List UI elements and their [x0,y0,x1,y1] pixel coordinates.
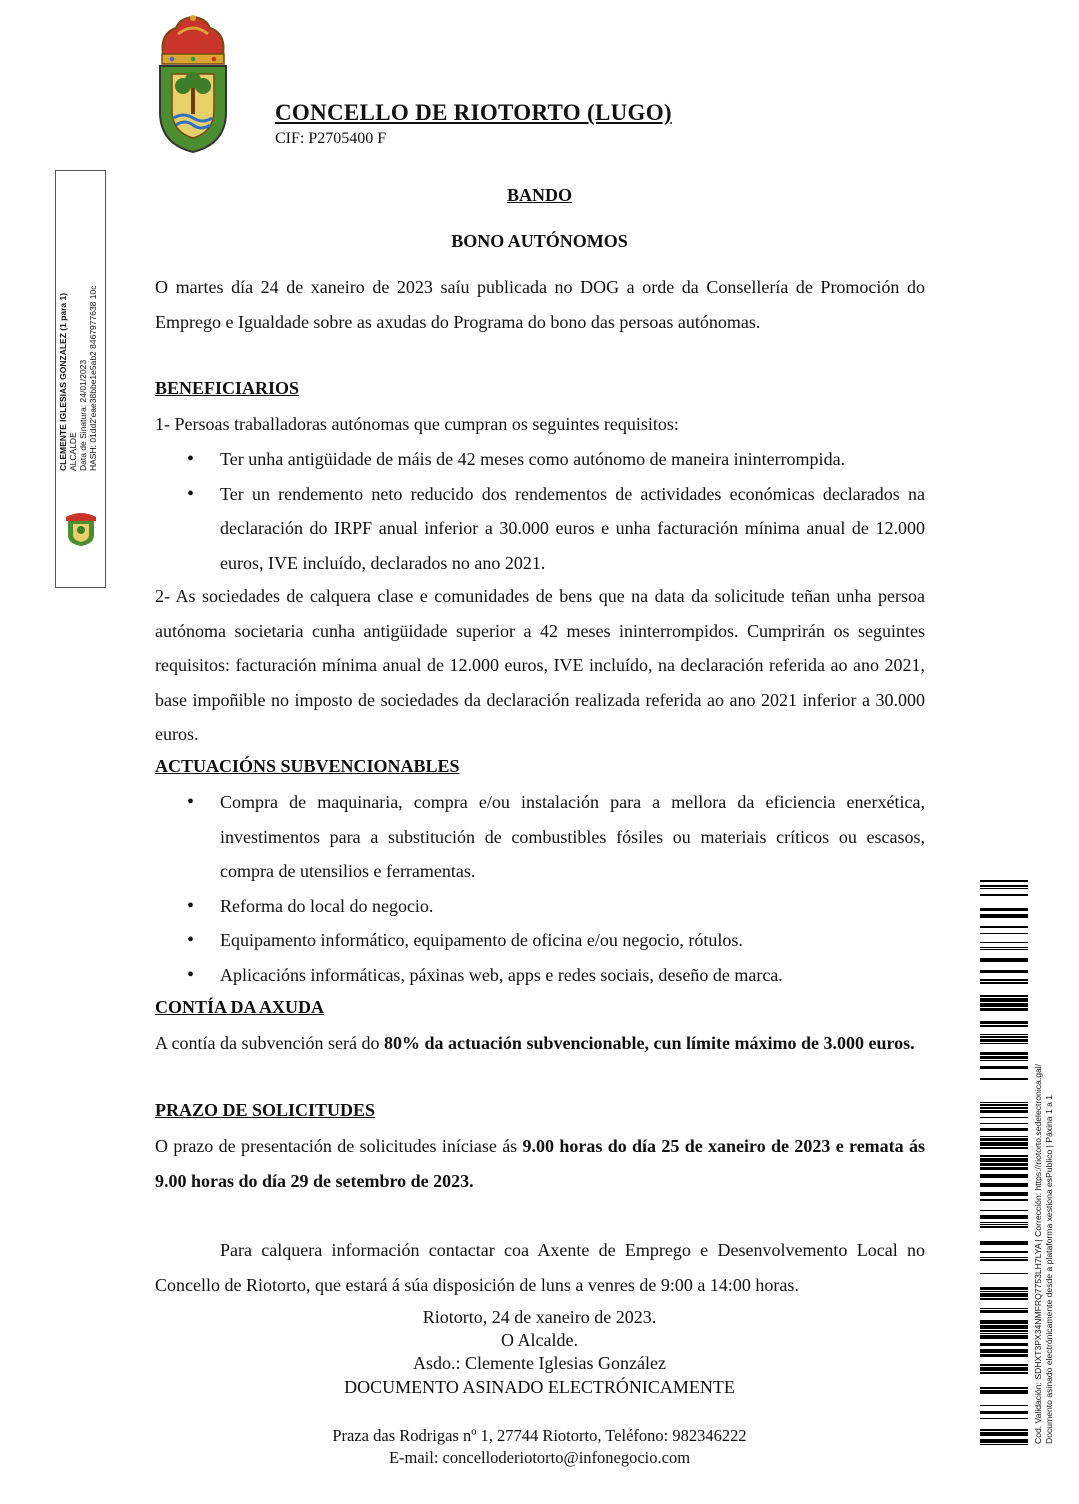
validation-barcode [980,880,1028,1445]
municipal-crest-logo [150,14,236,156]
contact-paragraph: Para calquera información contactar coa Axente de Emprego e Desenvolvemento Local no Concello de Riotorto, que estará á súa disposición de luns a venres de 9:00 a 14:00 horas. [155,1240,925,1295]
actuacions-bullet-list [155,785,925,992]
contia-text: A contía da subvención será do [155,1033,384,1053]
document-type-heading: BANDO [506,185,572,205]
document-subject-heading: BONO AUTÓNOMOS [451,231,628,251]
beneficiarios-item-2: 2- As sociedades de calquera clase e comunidades de bens que na data da solicitude teñan unha persoa autónoma societaria cunha antigüidade superior a 42 meses ininterrompidos. Cumprirán os seguintes requisitos: facturación mínima anual de 12.000 euros, IVE incluído, na declaración referida ao ano 2021, base impoñible no imposto de sociedades da declaración realizada referida ao ano 2021 inferior a 30.000 euros. [155,586,925,744]
validation-text [1033,944,1057,1444]
signer-title: O Alcalde. [501,1330,578,1350]
intro-paragraph: O martes día 24 de xaneiro de 2023 saíu publicada no DOG a orde da Consellería de Promoción do Emprego e Igualdade sobre as axudas do Programa do bono das persoas autónomas. [155,277,925,332]
section-title-prazo: PRAZO DE SOLICITUDES [155,1100,376,1120]
beneficiarios-item-1: 1- Persoas traballadoras autónomas que cumpran os seguintes requisitos: [155,414,679,434]
beneficiarios-bullet-list [155,442,925,580]
signature-date: Data de Sinatura: 24/01/2023 [78,359,88,471]
validation-platform: Documento asinado electrónicamente desde a plataforma xestiona esPublico | Páxina 1 a 1 [1044,1094,1054,1444]
list-item: • Reforma do local do negocio. [155,889,925,924]
footer-email: E-mail: concelloderiotorto@infonegocio.com [388,1448,691,1467]
signature-hash: HASH: 01dd2'eae38bbe1e5ab2 8467977638 10c [88,285,98,471]
prazo-dates-bold: 9.00 horas do día 25 de xaneiro de 2023 e remata ás 9.00 horas do día 29 de setembro de 2023. [155,1136,926,1191]
signer-name: CLEMENTE IGLESIAS GONZALEZ (1 para 1) [58,292,68,471]
list-item: • Equipamento informático, equipamento de oficina e/ou negocio, rótulos. [155,923,925,958]
contia-paragraph [155,1026,925,1061]
organization-title: CONCELLO DE RIOTORTO (LUGO) [275,100,672,125]
prazo-paragraph [155,1129,925,1198]
prazo-text: O prazo de presentación de solicitudes iníciase ás [155,1136,523,1156]
validation-code: Cod. Validación: SDHXT3PX34NMFRQ7753LH7LYA | Corrección: https://riotorto.sedelectronica.gal/ [1033,1063,1043,1444]
section-title-beneficiarios: BENEFICIARIOS [155,378,300,398]
footer-address: Praza das Rodrigas nº 1, 27744 Riotorto, Teléfono: 982346222 [332,1426,747,1445]
list-item: • Ter unha antigüidade de máis de 42 meses como autónomo de maneira ininterrompida. [155,442,925,477]
signature-crest-icon [62,511,100,547]
section-title-contia: CONTÍA DA AXUDA [155,997,325,1017]
list-item: • Ter un rendemento neto reducido dos rendementos de actividades económicas declarados na declaración do IRPF anual inferior a 30.000 euros e unha facturación mínima anual de 12.000 euros, IVE incluído, declarados no ano 2021. [155,477,925,581]
section-title-actuacions: ACTUACIÓNS SUBVENCIONABLES [155,756,460,776]
signed-by: Asdo.: Clemente Iglesias González [413,1353,666,1373]
list-item: • Compra de maquinaria, compra e/ou instalación para a mellora da eficiencia enerxética, investimentos para a substitución de combustibles fósiles ou materiais críticos ou escasos, compra de utensilios e ferramentas. [155,785,925,889]
signer-role: ALCALDE [68,432,78,471]
cif-number: CIF: P2705400 F [275,130,387,147]
signature-text [58,271,102,471]
place-date: Riotorto, 24 de xaneiro de 2023. [422,1307,657,1327]
electronic-signature-note: DOCUMENTO ASINADO ELECTRÓNICAMENTE [344,1377,735,1397]
contia-amount-bold: 80% da actuación subvencionable, cun límite máximo de 3.000 euros. [383,1033,915,1053]
list-item: • Aplicacións informáticas, páxinas web, apps e redes sociais, deseño de marca. [155,958,925,993]
